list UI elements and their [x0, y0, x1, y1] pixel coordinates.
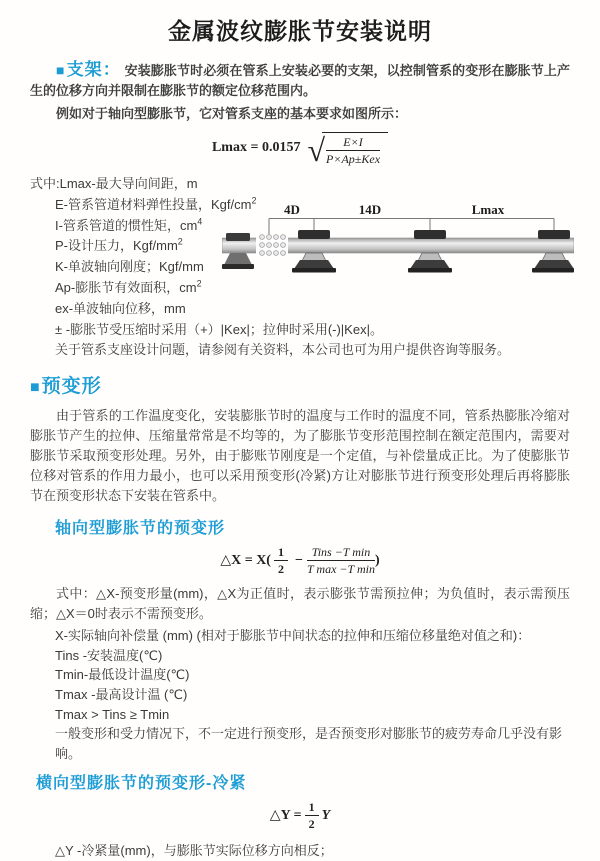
lateral-note-text: △Y -冷紧量(mm)，与膨胀节实际位移方向相反；	[55, 843, 333, 859]
var-line-ex: ex-单波轴向位移，mm	[55, 300, 186, 316]
sqrt-icon: √	[307, 132, 326, 168]
axial-variable-list	[30, 626, 570, 763]
variable-definitions-region	[30, 174, 570, 361]
pipe-support-diagram	[222, 202, 574, 294]
lmax-fraction-denominator: P×Ap±Kex	[326, 152, 381, 166]
minus-sign: −	[294, 552, 303, 568]
support-intro-text: 安装膨胀节时必须在管系上安装必要的支架，以控制管系的变形在膨胀节上产生的位移方向并限制在膨胀节的额定位移范围内。	[30, 63, 570, 98]
axial-heading: 轴向型膨胀节的预变形	[55, 520, 226, 538]
axial-formula-rhs: )	[374, 552, 380, 568]
pm-note-text: ± -膨胀节受压缩时采用（+）|Kex|；拉伸时采用(-)|Kex|。	[55, 321, 383, 337]
preset-heading-label: 预变形	[41, 376, 102, 398]
axial-note-line: 一般变形和受力情况下，不一定进行预变形，是否预变形对膨胀节的疲劳寿命几乎没有影响。	[55, 726, 563, 761]
lmax-fraction-numerator: E×I	[326, 135, 380, 151]
square-bullet-icon: ■	[56, 62, 66, 78]
support-section-heading	[56, 60, 121, 79]
var-line-p: P-设计压力，Kgf/$mm^2$	[55, 237, 183, 254]
var-line-ap: Ap-膨胀节有效面积，$cm^2$	[55, 278, 202, 295]
page-title: 金属波纹膨胀节安装说明	[168, 18, 432, 44]
var-line-i: I-管系管道的惯性矩，$cm^4$	[55, 216, 203, 233]
axial-fraction-half: $\frac{1}{2}$	[274, 545, 288, 576]
lmax-formula-lhs: Lmax = 0.0157	[211, 140, 301, 155]
axial-var-line: Tmax -最高设计温 (℃)	[55, 686, 188, 702]
lmax-fraction	[326, 135, 380, 166]
lateral-heading: 横向型膨胀节的预变形-冷紧	[36, 775, 247, 793]
axial-var-line: Tmax > Tins ≥ Tmin	[55, 706, 170, 722]
axial-fraction-temp: $\frac{\text{Tins −T min}}{\text{T max −T min}}$	[306, 545, 375, 577]
axial-var-line: Tins -安装温度(℃)	[55, 647, 163, 663]
var-line-lmax: 式中:Lmax-最大导向间距，m	[30, 176, 198, 191]
lateral-fraction-half: $\frac{1}{2}$	[305, 800, 319, 831]
dim-label-4d: 4D	[284, 202, 300, 217]
lateral-formula-rhs: Y	[321, 807, 331, 823]
dim-label-14d: 14D	[358, 202, 382, 217]
support-example-text: 例如对于轴向型膨胀节，它对管系支座的基本要求如图所示：	[56, 106, 408, 121]
support-paragraph	[30, 60, 570, 101]
consult-note-text: 关于管系支座设计问题，请参阅有关资料，本公司也可为用户提供咨询等服务。	[55, 342, 511, 358]
support-heading-label: 支架：	[66, 60, 121, 79]
axial-formula	[30, 545, 570, 576]
lateral-formula-lhs: △Y =	[269, 807, 302, 823]
preset-section-heading	[30, 375, 570, 400]
var-line-e: E-管系管道材料弹性投量，Kgf/$cm^2$	[55, 195, 257, 212]
bellows-icon	[256, 235, 288, 256]
var-line-k: K-单波轴向刚度；Kgf/mm	[55, 259, 204, 275]
lmax-formula	[30, 130, 570, 166]
dim-label-lmax: Lmax	[471, 202, 505, 217]
axial-var-line: X-实际轴向补偿量 (mm) (相对于膨胀节中间状态的拉伸和压缩位移量绝对值之和)：	[55, 628, 531, 644]
preset-intro-text: 由于管系的工作温度变化，安装膨胀节时的温度与工作时的温度不同，管系热膨胀冷缩对膨胀节产生的拉伸、压缩量常常是不均等的，为了膨胀节变形范围控制在额定范围内，需要对膨胀节采取预变形处理。另外，由于膨账节刚度是一个定值，与补偿量成正比。为了使膨胀节位移对管系的作用力最小，也可以采用预变形(冷紧)方让对膨胀节进行预变形处理后再将膨胀节在预变形状态下安装在管系中。	[30, 408, 570, 504]
square-bullet-icon: ■	[30, 379, 41, 397]
axial-formula-lhs: △X = X(	[220, 552, 271, 568]
lateral-formula	[30, 800, 570, 831]
sqrt-body	[322, 132, 388, 166]
axial-var-line: Tmin-最低设计温度(℃)	[55, 667, 190, 683]
axial-note-text: 式中：△X-预变形量(mm)，△X为正值时，表示膨张节需预拉伸；为负值时，表示需预压缩；△X＝0时表示不需预变形。	[30, 586, 570, 622]
